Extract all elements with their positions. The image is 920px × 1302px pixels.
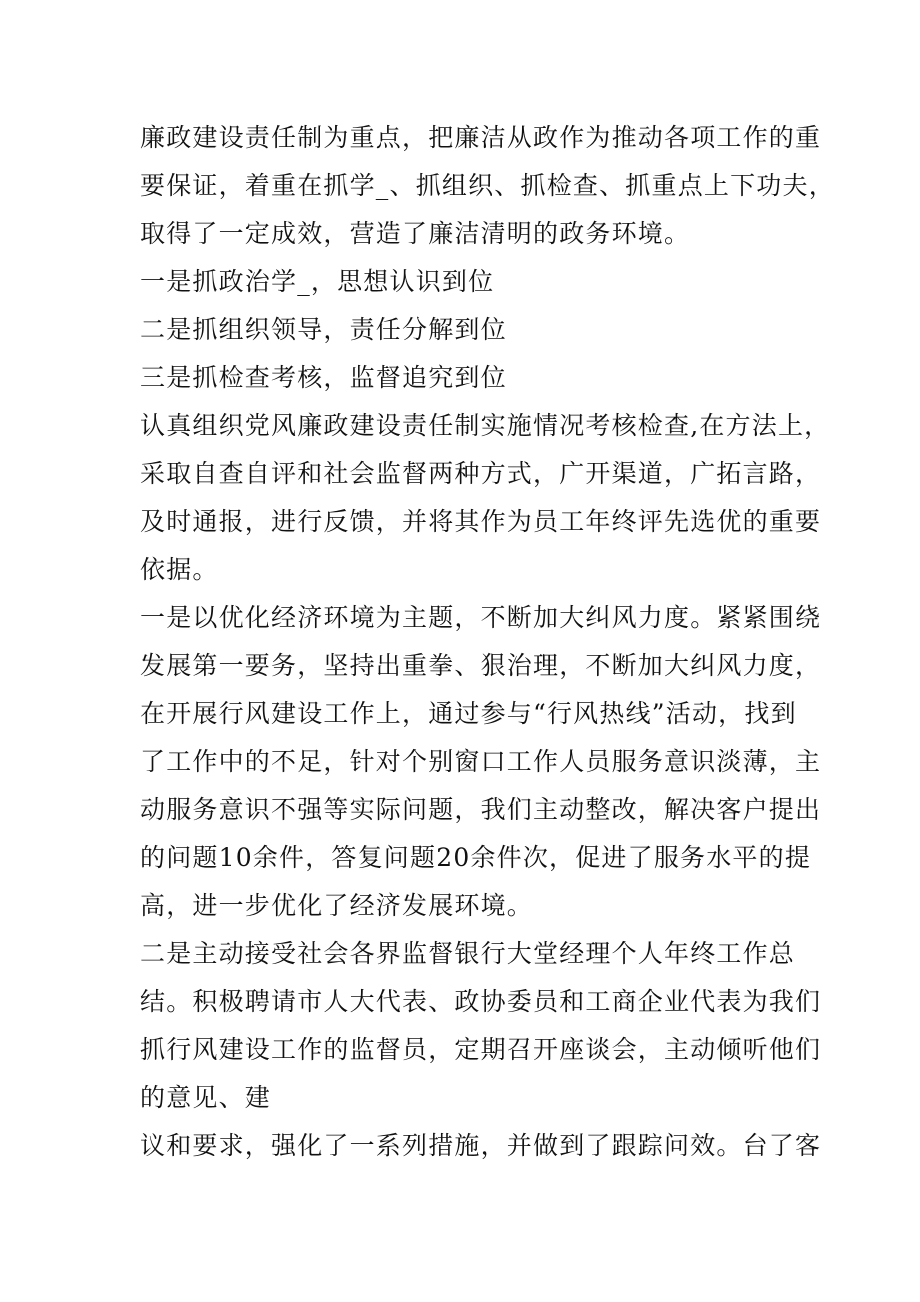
text-line: 取得了一定成效，营造了廉洁清明的政务环境。 (140, 219, 691, 248)
text-line: 议和要求，强化了一系列措施，并做到了跟踪问效。台了客 (140, 1131, 822, 1160)
text-line: 发展第一要务，坚持出重拳、狠治理，不断加大纠风力度， (140, 651, 822, 680)
text-line: 廉政建设责任制为重点，把廉洁从政作为推动各项工作的重 (140, 123, 822, 152)
text-line: 结。积极聘请市人大代表、政协委员和工商企业代表为我们 (140, 987, 822, 1016)
text-line: 及时通报，进行反馈，并将其作为员工年终评先选优的重要 (140, 507, 822, 536)
text-line: 动服务意识不强等实际问题，我们主动整改，解决客户提出 (140, 795, 822, 824)
text-line: 的意见、建 (140, 1083, 272, 1112)
text-line: 的问题10余件，答复问题20余件次，促进了服务水平的提 (140, 843, 812, 872)
text-line: 了工作中的不足，针对个别窗口工作人员服务意识淡薄，主 (140, 747, 822, 776)
text-line: 一是抓政治学_，思想认识到位 (140, 267, 495, 296)
text-line: 二是主动接受社会各界监督银行大堂经理个人年终工作总 (140, 939, 796, 968)
text-line: 依据。 (140, 555, 219, 584)
text-line: 三是抓检查考核，监督追究到位 (140, 363, 507, 392)
text-line: 采取自查自评和社会监督两种方式，广开渠道，广拓言路， (140, 459, 822, 488)
text-line: 高，进一步优化了经济发展环境。 (140, 891, 534, 920)
text-line: 认真组织党风廉政建设责任制实施情况考核检查,在方法上， (140, 411, 831, 440)
text-line: 一是以优化经济环境为主题，不断加大纠风力度。紧紧围绕 (140, 603, 822, 632)
text-line: 要保证，着重在抓学_、抓组织、抓检查、抓重点上下功夫， (140, 171, 835, 200)
text-line: 二是抓组织领导，责任分解到位 (140, 315, 507, 344)
text-line: 抓行风建设工作的监督员，定期召开座谈会，主动倾听他们 (140, 1035, 822, 1064)
text-line: 在开展行风建设工作上，通过参与“行风热线”活动，找到 (140, 699, 797, 728)
